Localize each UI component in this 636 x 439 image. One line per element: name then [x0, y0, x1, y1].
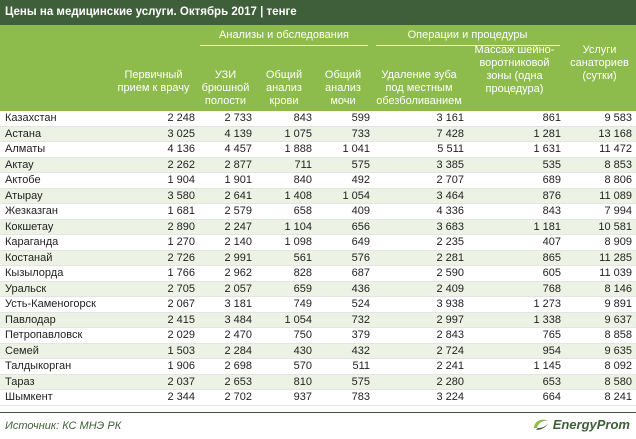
row-value: 2 962	[224, 267, 252, 279]
row-region-name: Жезказган	[5, 205, 58, 217]
logo-text: EnergyProm	[552, 416, 630, 432]
row-region-name: Уральск	[5, 282, 47, 295]
col-header-line: УЗИ	[214, 69, 237, 81]
table-row	[0, 297, 636, 313]
row-value: 2 037	[167, 375, 195, 388]
table-row	[0, 282, 636, 298]
row-value: 9 637	[604, 313, 632, 326]
row-value: 436	[351, 282, 370, 295]
row-value: 3 224	[436, 391, 464, 403]
row-region-name: Кокшетау	[5, 220, 54, 233]
row-value: 1 408	[284, 189, 312, 202]
row-value: 1 681	[167, 205, 195, 217]
col-header-neck-massage	[466, 44, 563, 96]
row-value: 3 484	[224, 313, 252, 326]
row-value: 2 409	[436, 282, 464, 295]
col-header-line: зоны (одна	[486, 70, 543, 82]
row-value: 8 580	[604, 375, 632, 388]
table-row	[0, 375, 636, 391]
row-value: 765	[542, 329, 561, 341]
row-value: 8 806	[604, 174, 632, 186]
row-region-name: Кызылорда	[5, 267, 64, 279]
row-region-name: Актау	[5, 158, 34, 171]
row-value: 865	[542, 251, 561, 264]
row-value: 2 470	[224, 329, 252, 341]
row-value: 2 248	[167, 112, 195, 124]
row-region-name: Семей	[5, 344, 39, 357]
row-region-name: Шымкент	[5, 391, 53, 403]
row-value: 2 641	[224, 189, 252, 202]
table-title: Цены на медицинские услуги. Октябрь 2017 | тенге	[0, 0, 636, 25]
row-value: 8 858	[604, 329, 632, 341]
row-value: 575	[351, 375, 370, 388]
row-value: 828	[293, 267, 312, 279]
row-value: 1 054	[342, 189, 370, 202]
row-value: 409	[351, 205, 370, 217]
row-value: 535	[542, 158, 561, 171]
row-value: 3 385	[436, 158, 464, 171]
row-value: 1 181	[533, 220, 561, 233]
col-header-line: крови	[269, 95, 299, 107]
row-value: 8 853	[604, 158, 632, 171]
row-region-name: Алматы	[5, 143, 46, 155]
row-region-name: Усть-Каменогорск	[5, 298, 96, 310]
row-value: 2 241	[436, 360, 464, 372]
row-value: 575	[351, 158, 370, 171]
row-value: 2 415	[167, 313, 195, 326]
col-header-tooth-extraction	[372, 69, 466, 108]
row-region-name: Петропавловск	[5, 329, 83, 341]
energyprom-logo	[532, 416, 630, 432]
table-row	[0, 220, 636, 236]
row-value: 4 139	[224, 127, 252, 140]
row-value: 2 067	[167, 298, 195, 310]
table-row	[0, 142, 636, 158]
table-row	[0, 266, 636, 282]
row-value: 11 472	[599, 143, 632, 155]
row-value: 649	[351, 236, 370, 248]
source-note: Источник: КС МНЭ РК	[5, 420, 122, 432]
col-header-line: Первичный	[124, 69, 183, 81]
row-value: 2 991	[224, 251, 252, 264]
row-value: 840	[293, 174, 312, 186]
row-value: 876	[542, 189, 561, 202]
row-value: 3 683	[436, 220, 464, 233]
col-header-line: Удаление зуба	[381, 69, 457, 81]
row-value: 1 273	[533, 298, 561, 310]
row-value: 768	[542, 282, 561, 295]
row-value: 783	[351, 391, 370, 403]
table-row	[0, 344, 636, 360]
row-value: 407	[542, 236, 561, 248]
col-header-line: процедура)	[485, 83, 544, 95]
row-value: 4 136	[167, 143, 195, 155]
row-value: 561	[293, 251, 312, 264]
row-value: 3 938	[436, 298, 464, 310]
row-value: 3 464	[436, 189, 464, 202]
col-header-line: обезболиванием	[376, 95, 462, 107]
row-value: 5 511	[437, 143, 464, 155]
row-region-name: Астана	[5, 127, 42, 140]
row-value: 10 581	[598, 220, 632, 233]
row-value: 1 766	[167, 267, 195, 279]
energyprom-swirl-icon	[532, 416, 550, 432]
row-value: 430	[293, 344, 312, 357]
row-region-name: Актобе	[5, 174, 41, 186]
row-value: 1 145	[533, 360, 561, 372]
table-row	[0, 189, 636, 205]
row-value: 1 054	[284, 313, 312, 326]
group-divider-analyses	[200, 45, 368, 46]
row-region-name: Караганда	[5, 236, 59, 248]
table-row	[0, 204, 636, 220]
row-value: 2 877	[224, 158, 252, 171]
row-value: 711	[294, 158, 312, 171]
row-region-name: Костанай	[5, 251, 53, 264]
row-value: 1 901	[224, 174, 252, 186]
col-header-line: санаториев	[570, 57, 629, 69]
table-row	[0, 158, 636, 174]
row-value: 7 994	[604, 205, 632, 217]
row-value: 732	[351, 313, 370, 326]
col-header-urine-test	[314, 69, 372, 108]
row-value: 3 161	[436, 112, 464, 124]
table-row	[0, 359, 636, 375]
row-value: 659	[293, 282, 312, 295]
table-row	[0, 173, 636, 189]
row-region-name: Тараз	[5, 375, 35, 388]
row-value: 733	[351, 127, 370, 140]
row-value: 599	[351, 112, 370, 124]
col-header-line: Услуги	[582, 44, 617, 56]
row-value: 4 457	[224, 143, 252, 155]
col-header-sanatorium	[563, 44, 636, 83]
row-value: 2 702	[224, 391, 252, 403]
row-value: 1 888	[284, 143, 312, 155]
col-header-line: Массаж шейно-	[474, 44, 555, 56]
row-value: 656	[351, 220, 370, 233]
row-value: 11 285	[599, 251, 632, 264]
row-value: 861	[542, 112, 561, 124]
row-value: 2 247	[224, 220, 252, 233]
row-value: 2 057	[224, 282, 252, 295]
row-value: 2 890	[167, 220, 195, 233]
row-value: 810	[293, 375, 312, 388]
row-value: 658	[293, 205, 312, 217]
row-value: 687	[351, 267, 370, 279]
col-header-primary-visit	[110, 69, 197, 95]
row-value: 2 707	[436, 174, 464, 186]
table-row	[0, 390, 636, 406]
row-value: 605	[542, 267, 561, 279]
row-value: 1 098	[284, 236, 312, 248]
row-value: 4 336	[436, 205, 464, 217]
row-value: 511	[352, 360, 370, 372]
row-value: 492	[351, 174, 370, 186]
row-value: 653	[542, 375, 561, 388]
row-value: 432	[351, 344, 370, 357]
col-header-blood-test	[254, 69, 314, 108]
row-value: 750	[293, 329, 312, 341]
row-region-name: Павлодар	[5, 313, 56, 326]
row-value: 1 338	[533, 313, 561, 326]
row-value: 2 733	[224, 112, 252, 124]
row-value: 576	[351, 251, 370, 264]
row-value: 8 092	[604, 360, 632, 372]
row-value: 9 891	[604, 298, 632, 310]
row-value: 937	[293, 391, 312, 403]
table-body	[0, 111, 636, 406]
row-region-name: Талдыкорган	[5, 360, 72, 372]
row-value: 8 241	[604, 391, 632, 403]
row-value: 2 235	[436, 236, 464, 248]
table-row	[0, 251, 636, 267]
row-value: 8 909	[604, 236, 632, 248]
row-value: 1 075	[284, 127, 312, 140]
row-value: 9 635	[604, 344, 632, 357]
col-header-line: под местным	[385, 82, 453, 94]
row-value: 2 029	[167, 329, 195, 341]
row-value: 2 698	[224, 360, 252, 372]
row-value: 2 705	[167, 282, 195, 295]
row-value: 1 270	[167, 236, 195, 248]
row-value: 8 146	[604, 282, 632, 295]
row-region-name: Атырау	[5, 189, 43, 202]
row-value: 2 724	[436, 344, 464, 357]
row-value: 11 089	[599, 189, 632, 202]
row-value: 570	[293, 360, 312, 372]
table-row	[0, 235, 636, 251]
col-header-line: Общий	[265, 69, 303, 81]
row-value: 843	[293, 112, 312, 124]
row-value: 9 583	[604, 112, 632, 124]
row-value: 954	[542, 344, 561, 357]
row-value: 2 280	[436, 375, 464, 388]
row-value: 1 906	[167, 360, 195, 372]
row-value: 1 503	[167, 344, 195, 357]
row-value: 1 281	[533, 127, 561, 140]
row-value: 1 631	[533, 143, 561, 155]
col-header-line: мочи	[330, 95, 356, 107]
footer-divider	[0, 412, 636, 413]
col-header-ultrasound	[197, 69, 254, 108]
row-region-name: Казахстан	[5, 112, 57, 124]
row-value: 2 843	[436, 329, 464, 341]
col-header-line: прием к врачу	[117, 82, 190, 94]
row-value: 664	[542, 391, 561, 403]
row-value: 1 104	[284, 220, 312, 233]
row-value: 2 726	[167, 251, 195, 264]
table-row	[0, 328, 636, 344]
row-value: 524	[351, 298, 370, 310]
row-value: 749	[293, 298, 312, 310]
row-value: 2 140	[224, 236, 252, 248]
row-value: 379	[351, 329, 370, 341]
row-value: 2 653	[224, 375, 252, 388]
row-value: 843	[542, 205, 561, 217]
row-value: 3 025	[167, 127, 195, 140]
row-value: 11 039	[599, 267, 632, 279]
col-header-line: анализ	[266, 82, 302, 94]
col-header-line: полости	[204, 95, 247, 107]
row-value: 2 344	[167, 391, 195, 403]
col-header-line: воротниковой	[479, 57, 550, 69]
row-value: 3 580	[167, 189, 195, 202]
row-value: 2 590	[436, 267, 464, 279]
table-header	[0, 25, 636, 111]
col-header-line: анализ	[325, 82, 361, 94]
row-value: 2 262	[167, 158, 195, 171]
row-value: 2 997	[436, 313, 464, 326]
group-header-analyses: Анализы и обследования	[219, 29, 349, 41]
row-value: 13 168	[598, 127, 632, 140]
row-value: 1 041	[342, 143, 370, 155]
row-value: 3 181	[224, 298, 252, 310]
col-header-line: брюшной	[201, 82, 250, 94]
row-value: 7 428	[436, 127, 464, 140]
table-row	[0, 313, 636, 329]
row-value: 2 281	[436, 251, 464, 264]
row-value: 1 904	[167, 174, 195, 186]
col-header-line: Общий	[324, 69, 362, 81]
table-row	[0, 111, 636, 127]
group-header-operations: Операции и процедуры	[407, 29, 528, 41]
row-value: 2 284	[224, 344, 252, 357]
col-header-line: (сутки)	[582, 70, 617, 82]
row-value: 2 579	[224, 205, 252, 217]
table-row	[0, 127, 636, 143]
row-value: 689	[542, 174, 561, 186]
